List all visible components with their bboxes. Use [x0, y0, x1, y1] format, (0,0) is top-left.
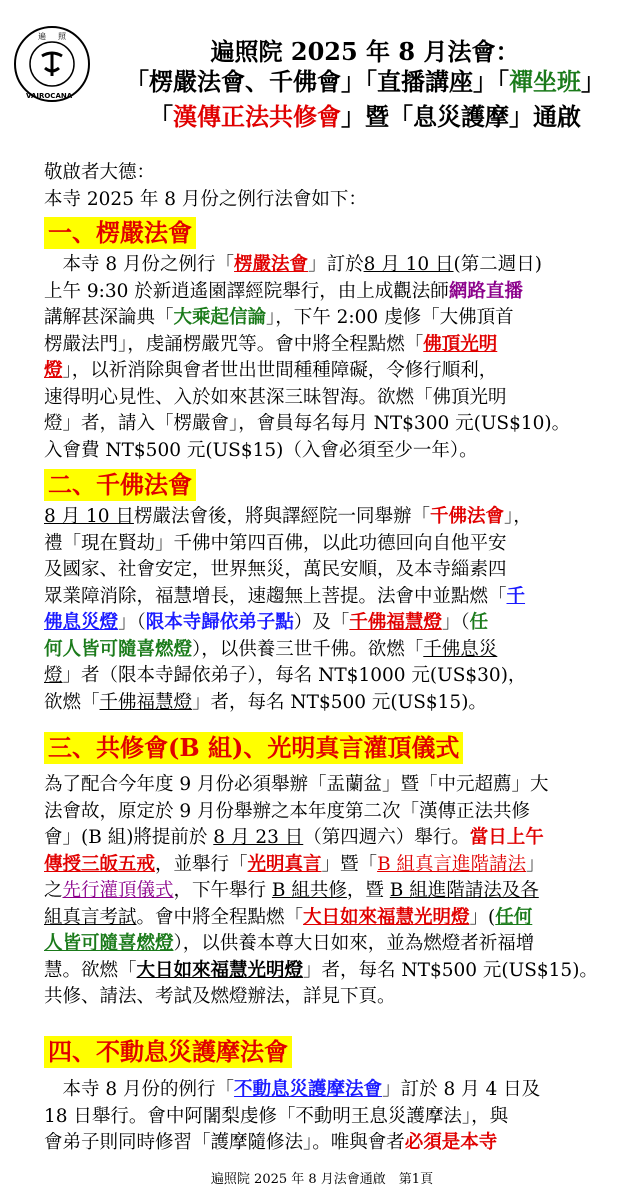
- section-heading-3: 三、共修會(B 組)、光明真言灌頂儀式: [44, 732, 463, 764]
- page-footer: 遍照院 2025 年 8 月法會通啟 第1頁: [210, 1172, 434, 1187]
- section-heading-4: 四、不動息災護摩法會: [44, 1036, 292, 1068]
- section-1-body: 本寺 8 月份之例行「楞嚴法會」訂於8 月 10 日(第二週日) 上午 9:30 於新逍遙園譯經院舉行，由上成觀法師網路直播 講解甚深論典「大乘起信論」，下午 2:00 虔修「大佛頂首 楞嚴法門」，虔誦楞嚴咒等。會中將全程點燃「佛頂光明 燈」，以祈消除與會者世出世間種種障礙，令修行順利， 速得明心見性、入於如來甚深三昧智海。欲燃「佛頂光明 燈」者，請入「楞嚴會」，會員每名每月 NT$300 元(US$10)。 入會費 NT$500 元(US$15)（入會必須至少一年）。: [44, 254, 571, 461]
- svg-text:照: 照: [58, 32, 66, 41]
- svg-text:VAIROCANA: VAIROCANA: [26, 92, 73, 100]
- section-3-body: 為了配合今年度 9 月份必須舉辦「盂蘭盆」暨「中元超薦」大 法會故，原定於 9 月份舉辦之本年度第二次「漢傳正法共修 會」(B 組)將提前於 8 月 23 日（第四週六）舉行。當日上午 傳授三皈五戒，並舉行「光明真言」暨「B 組真言進階請法」 之先行灌頂儀式，下午舉行 B 組共修，暨 B 組進階請法及各 組真言考試。會中將全程點燃「大日如來福慧光明燈」(任何 人皆可隨喜燃燈），以供養本尊大日如來，並為燃燈者祈福增 慧。欲燃「大日如來福慧光明燈」者，每名 NT$500 元(US$15)。 共修、請法、考試及燃燈辦法，詳見下頁。: [44, 774, 598, 1007]
- section-4-body: 本寺 8 月份的例行「不動息災護摩法會」訂於 8 月 4 日及 18 日舉行。會中阿闍梨虔修「不動明王息災護摩法」，與 會弟子則同時修習「護摩隨修法」。唯與會者必須是本寺: [44, 1079, 541, 1153]
- section-heading-1: 一、楞嚴法會: [44, 217, 196, 249]
- intro: 敬啟者大德： 本寺 2025 年 8 月份之例行法會如下：: [44, 162, 367, 210]
- title-line-2: 「楞嚴法會、千佛會」「直播講座」「禪坐班」: [125, 67, 605, 96]
- section-2-body: 8 月 10 日楞嚴法會後，將與譯經院一同舉辦「千佛法會」， 禮「現在賢劫」千佛中第四百佛，以此功德回向自他平安 及國家、社會安定，世界無災，萬民安順，及本寺緇素四 眾業障消除，福慧增長，速趨無上菩提。法會中並點燃「千 佛息災燈」（限本寺歸依弟子點）及「千佛福慧燈」（任 何人皆可隨喜燃燈），以供養三世千佛。欲燃「千佛息災 燈」者（限本寺歸依弟子），每名 NT$1000 元(US$30)， 欲燃「千佛福慧燈」者，每名 NT$500 元(US$15)。: [44, 506, 532, 713]
- vairocana-logo: [12, 24, 92, 104]
- svg-text:遍: 遍: [38, 32, 46, 41]
- title-line-1: 遍照院 2025 年 8 月法會：: [210, 37, 520, 66]
- section-heading-2: 二、千佛法會: [44, 469, 196, 501]
- title-line-3: 「漢傳正法共修會」暨「息災護摩」通啟: [149, 102, 581, 131]
